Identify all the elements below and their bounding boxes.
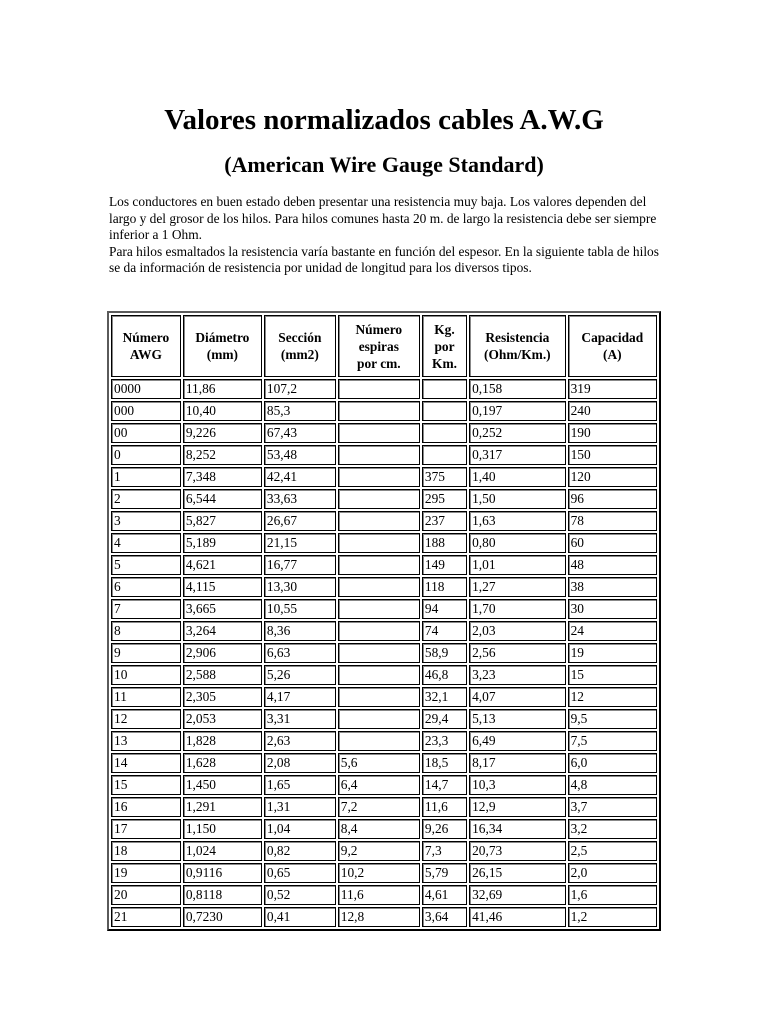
table-cell: 74 xyxy=(422,621,467,641)
table-cell: 5 xyxy=(111,555,181,575)
table-cell: 7,5 xyxy=(568,731,657,751)
table-cell: 4,115 xyxy=(183,577,262,597)
table-cell: 30 xyxy=(568,599,657,619)
table-cell: 19 xyxy=(568,643,657,663)
table-cell: 26,15 xyxy=(469,863,566,883)
table-cell: 295 xyxy=(422,489,467,509)
table-cell: 0,9116 xyxy=(183,863,262,883)
table-cell: 8,36 xyxy=(264,621,336,641)
header-line: Resistencia xyxy=(485,330,550,345)
table-row xyxy=(111,555,657,575)
table-cell: 5,26 xyxy=(264,665,336,685)
table-cell: 96 xyxy=(568,489,657,509)
table-cell xyxy=(338,599,420,619)
header-diametro xyxy=(183,315,262,377)
header-resistencia xyxy=(469,315,566,377)
table-cell: 3,64 xyxy=(422,907,467,927)
table-cell: 3,2 xyxy=(568,819,657,839)
page-subtitle: (American Wire Gauge Standard) xyxy=(224,152,544,177)
header-seccion xyxy=(264,315,336,377)
table-cell: 1,40 xyxy=(469,467,566,487)
table-cell: 188 xyxy=(422,533,467,553)
table-cell: 94 xyxy=(422,599,467,619)
table-cell: 60 xyxy=(568,533,657,553)
table-cell: 21 xyxy=(111,907,181,927)
table-cell: 0,52 xyxy=(264,885,336,905)
table-row xyxy=(111,467,657,487)
table-cell: 5,189 xyxy=(183,533,262,553)
header-line: Número xyxy=(355,321,403,337)
table-cell: 11,6 xyxy=(422,797,467,817)
table-row xyxy=(111,445,657,465)
table-cell: 13 xyxy=(111,731,181,751)
table-cell: 20 xyxy=(111,885,181,905)
table-row xyxy=(111,863,657,883)
table-cell: 26,67 xyxy=(264,511,336,531)
header-line: Diámetro xyxy=(195,330,250,345)
table-cell: 0,65 xyxy=(264,863,336,883)
header-line: espiras xyxy=(358,338,399,354)
table-cell: 8 xyxy=(111,621,181,641)
table-cell: 16,34 xyxy=(469,819,566,839)
table-cell: 2,305 xyxy=(183,687,262,707)
table-cell xyxy=(338,467,420,487)
table-cell: 17 xyxy=(111,819,181,839)
table-cell: 0,252 xyxy=(469,423,566,443)
table-cell xyxy=(338,489,420,509)
table-row xyxy=(111,797,657,817)
table-cell xyxy=(338,687,420,707)
table-row xyxy=(111,775,657,795)
intro-paragraph-1: Los conductores en buen estado deben presentar una resistencia muy baja. Los valores dependen del largo y del grosor de los hilos. Para hilos comunes hasta 20 m. de largo la resistencia debe ser siempre inferior a 1 Ohm. xyxy=(109,194,657,242)
table-cell: 0,8118 xyxy=(183,885,262,905)
header-numero-awg xyxy=(111,315,181,377)
table-cell: 0 xyxy=(111,445,181,465)
table-cell: 1,150 xyxy=(183,819,262,839)
table-cell: 16,77 xyxy=(264,555,336,575)
table-cell xyxy=(338,709,420,729)
table-cell: 2,63 xyxy=(264,731,336,751)
table-cell: 8,4 xyxy=(338,819,420,839)
table-cell: 10,2 xyxy=(338,863,420,883)
table-cell: 319 xyxy=(568,379,657,399)
table-row xyxy=(111,841,657,861)
table-cell: 32,69 xyxy=(469,885,566,905)
table-cell: 5,79 xyxy=(422,863,467,883)
table-cell: 3,31 xyxy=(264,709,336,729)
table-cell: 0,158 xyxy=(469,379,566,399)
table-cell: 3,264 xyxy=(183,621,262,641)
table-cell: 1,31 xyxy=(264,797,336,817)
header-line: (Ohm/Km.) xyxy=(484,347,551,362)
table-cell: 2,053 xyxy=(183,709,262,729)
table-cell: 4,8 xyxy=(568,775,657,795)
table-cell xyxy=(338,665,420,685)
table-row xyxy=(111,423,657,443)
table-cell: 23,3 xyxy=(422,731,467,751)
table-cell: 1,27 xyxy=(469,577,566,597)
table-row xyxy=(111,379,657,399)
table-cell: 4 xyxy=(111,533,181,553)
table-cell xyxy=(338,621,420,641)
table-cell xyxy=(338,445,420,465)
table-cell: 1,828 xyxy=(183,731,262,751)
table-cell: 38 xyxy=(568,577,657,597)
table-cell: 24 xyxy=(568,621,657,641)
table-cell: 85,3 xyxy=(264,401,336,421)
table-cell: 4,17 xyxy=(264,687,336,707)
table-cell: 0,82 xyxy=(264,841,336,861)
table-cell: 46,8 xyxy=(422,665,467,685)
table-cell: 5,827 xyxy=(183,511,262,531)
table-cell: 2,0 xyxy=(568,863,657,883)
table-cell: 9 xyxy=(111,643,181,663)
table-cell: 11 xyxy=(111,687,181,707)
table-cell: 10,55 xyxy=(264,599,336,619)
table-cell: 190 xyxy=(568,423,657,443)
table-row xyxy=(111,731,657,751)
table-row xyxy=(111,907,657,927)
table-cell: 12 xyxy=(568,687,657,707)
table-cell: 15 xyxy=(568,665,657,685)
table-cell: 1,01 xyxy=(469,555,566,575)
table-cell: 1,65 xyxy=(264,775,336,795)
table-cell: 4,621 xyxy=(183,555,262,575)
table-cell: 2,03 xyxy=(469,621,566,641)
table-cell: 8,252 xyxy=(183,445,262,465)
table-cell: 3,7 xyxy=(568,797,657,817)
table-row xyxy=(111,577,657,597)
header-line: Sección xyxy=(278,330,322,345)
header-capacidad xyxy=(568,315,657,377)
table-cell: 18 xyxy=(111,841,181,861)
table-cell: 1,04 xyxy=(264,819,336,839)
page-title: Valores normalizados cables A.W.G xyxy=(164,104,604,136)
table-cell: 10,3 xyxy=(469,775,566,795)
table-cell: 0000 xyxy=(111,379,181,399)
table-cell: 2 xyxy=(111,489,181,509)
table-cell: 118 xyxy=(422,577,467,597)
table-cell: 12,9 xyxy=(469,797,566,817)
header-line: Número xyxy=(122,330,170,345)
table-cell: 2,08 xyxy=(264,753,336,773)
table-cell xyxy=(422,445,467,465)
table-cell: 42,41 xyxy=(264,467,336,487)
header-line: AWG xyxy=(129,347,162,362)
table-cell xyxy=(422,401,467,421)
table-cell: 1,450 xyxy=(183,775,262,795)
header-line: Capacidad xyxy=(581,330,644,345)
table-cell: 0,41 xyxy=(264,907,336,927)
table-cell: 4,07 xyxy=(469,687,566,707)
table-cell: 2,588 xyxy=(183,665,262,685)
table-cell xyxy=(422,423,467,443)
table-cell: 41,46 xyxy=(469,907,566,927)
table-cell: 32,1 xyxy=(422,687,467,707)
table-cell xyxy=(338,533,420,553)
table-cell: 8,17 xyxy=(469,753,566,773)
table-cell: 1,628 xyxy=(183,753,262,773)
table-cell xyxy=(338,379,420,399)
table-row xyxy=(111,665,657,685)
table-cell: 9,2 xyxy=(338,841,420,861)
table-cell: 1,63 xyxy=(469,511,566,531)
header-line: (mm2) xyxy=(280,347,319,362)
table-cell: 000 xyxy=(111,401,181,421)
table-cell xyxy=(338,643,420,663)
table-cell xyxy=(338,423,420,443)
table-cell: 5,6 xyxy=(338,753,420,773)
table-cell: 48 xyxy=(568,555,657,575)
table-cell: 240 xyxy=(568,401,657,421)
table-cell: 2,5 xyxy=(568,841,657,861)
table-cell: 149 xyxy=(422,555,467,575)
header-line: (A) xyxy=(603,347,622,362)
table-row xyxy=(111,885,657,905)
header-line: Km. xyxy=(432,355,457,371)
table-cell: 7,2 xyxy=(338,797,420,817)
table-cell: 16 xyxy=(111,797,181,817)
table-row xyxy=(111,621,657,641)
table-cell: 3 xyxy=(111,511,181,531)
table-cell: 1,6 xyxy=(568,885,657,905)
table-cell xyxy=(338,401,420,421)
table-cell: 0,317 xyxy=(469,445,566,465)
table-row xyxy=(111,753,657,773)
table-cell: 0,7230 xyxy=(183,907,262,927)
table-cell: 78 xyxy=(568,511,657,531)
table-row xyxy=(111,709,657,729)
table-cell: 6,4 xyxy=(338,775,420,795)
table-cell: 5,13 xyxy=(469,709,566,729)
table-cell: 21,15 xyxy=(264,533,336,553)
header-espiras xyxy=(338,315,420,377)
table-cell xyxy=(338,555,420,575)
table-cell: 33,63 xyxy=(264,489,336,509)
table-row xyxy=(111,489,657,509)
table-body xyxy=(111,379,657,927)
table-cell: 6,49 xyxy=(469,731,566,751)
table-cell: 150 xyxy=(568,445,657,465)
table-cell xyxy=(422,379,467,399)
table-cell: 29,4 xyxy=(422,709,467,729)
table-cell: 2,56 xyxy=(469,643,566,663)
table-cell: 1,024 xyxy=(183,841,262,861)
table-cell: 237 xyxy=(422,511,467,531)
table-cell: 1,70 xyxy=(469,599,566,619)
table-cell xyxy=(338,731,420,751)
table-cell: 4,61 xyxy=(422,885,467,905)
table-row xyxy=(111,511,657,531)
table-cell: 13,30 xyxy=(264,577,336,597)
table-cell: 6 xyxy=(111,577,181,597)
table-cell: 6,63 xyxy=(264,643,336,663)
table-cell: 0,80 xyxy=(469,533,566,553)
header-kg-por-km xyxy=(422,315,467,377)
table-cell xyxy=(338,577,420,597)
table-row xyxy=(111,599,657,619)
table-cell: 3,665 xyxy=(183,599,262,619)
table-cell: 1,291 xyxy=(183,797,262,817)
table-cell: 15 xyxy=(111,775,181,795)
table-cell: 6,544 xyxy=(183,489,262,509)
table-cell: 1,2 xyxy=(568,907,657,927)
table-cell: 14 xyxy=(111,753,181,773)
intro-text xyxy=(109,194,669,277)
table-cell: 53,48 xyxy=(264,445,336,465)
table-cell: 9,226 xyxy=(183,423,262,443)
table-cell: 10,40 xyxy=(183,401,262,421)
header-line: (mm) xyxy=(206,347,238,362)
intro-paragraph-2: Para hilos esmaltados la resistencia varía bastante en función del espesor. En la siguiente tabla de hilos se da información de resistencia por unidad de longitud para los diversos tipos. xyxy=(109,243,659,275)
header-line: Kg. xyxy=(434,321,455,337)
table-cell: 11,6 xyxy=(338,885,420,905)
table-cell: 3,23 xyxy=(469,665,566,685)
table-cell: 120 xyxy=(568,467,657,487)
table-row xyxy=(111,687,657,707)
table-cell: 18,5 xyxy=(422,753,467,773)
table-cell: 7 xyxy=(111,599,181,619)
header-line: por xyxy=(434,338,455,354)
table-cell: 6,0 xyxy=(568,753,657,773)
table-cell: 11,86 xyxy=(183,379,262,399)
table-row xyxy=(111,533,657,553)
table-cell: 1 xyxy=(111,467,181,487)
table-cell: 58,9 xyxy=(422,643,467,663)
table-cell: 1,50 xyxy=(469,489,566,509)
table-cell: 00 xyxy=(111,423,181,443)
table-cell: 19 xyxy=(111,863,181,883)
table-cell: 67,43 xyxy=(264,423,336,443)
table-row xyxy=(111,643,657,663)
table-cell: 0,197 xyxy=(469,401,566,421)
table-cell: 107,2 xyxy=(264,379,336,399)
table-cell xyxy=(338,511,420,531)
table-cell: 9,26 xyxy=(422,819,467,839)
awg-table xyxy=(107,311,661,931)
table-cell: 10 xyxy=(111,665,181,685)
table-row xyxy=(111,401,657,421)
table-cell: 20,73 xyxy=(469,841,566,861)
table-cell: 14,7 xyxy=(422,775,467,795)
header-line: por cm. xyxy=(357,355,401,371)
table-cell: 12 xyxy=(111,709,181,729)
table-cell: 9,5 xyxy=(568,709,657,729)
table-cell: 7,348 xyxy=(183,467,262,487)
table-cell: 7,3 xyxy=(422,841,467,861)
table-cell: 375 xyxy=(422,467,467,487)
table-row xyxy=(111,819,657,839)
table-cell: 12,8 xyxy=(338,907,420,927)
table-header-row xyxy=(111,315,657,377)
table-cell: 2,906 xyxy=(183,643,262,663)
